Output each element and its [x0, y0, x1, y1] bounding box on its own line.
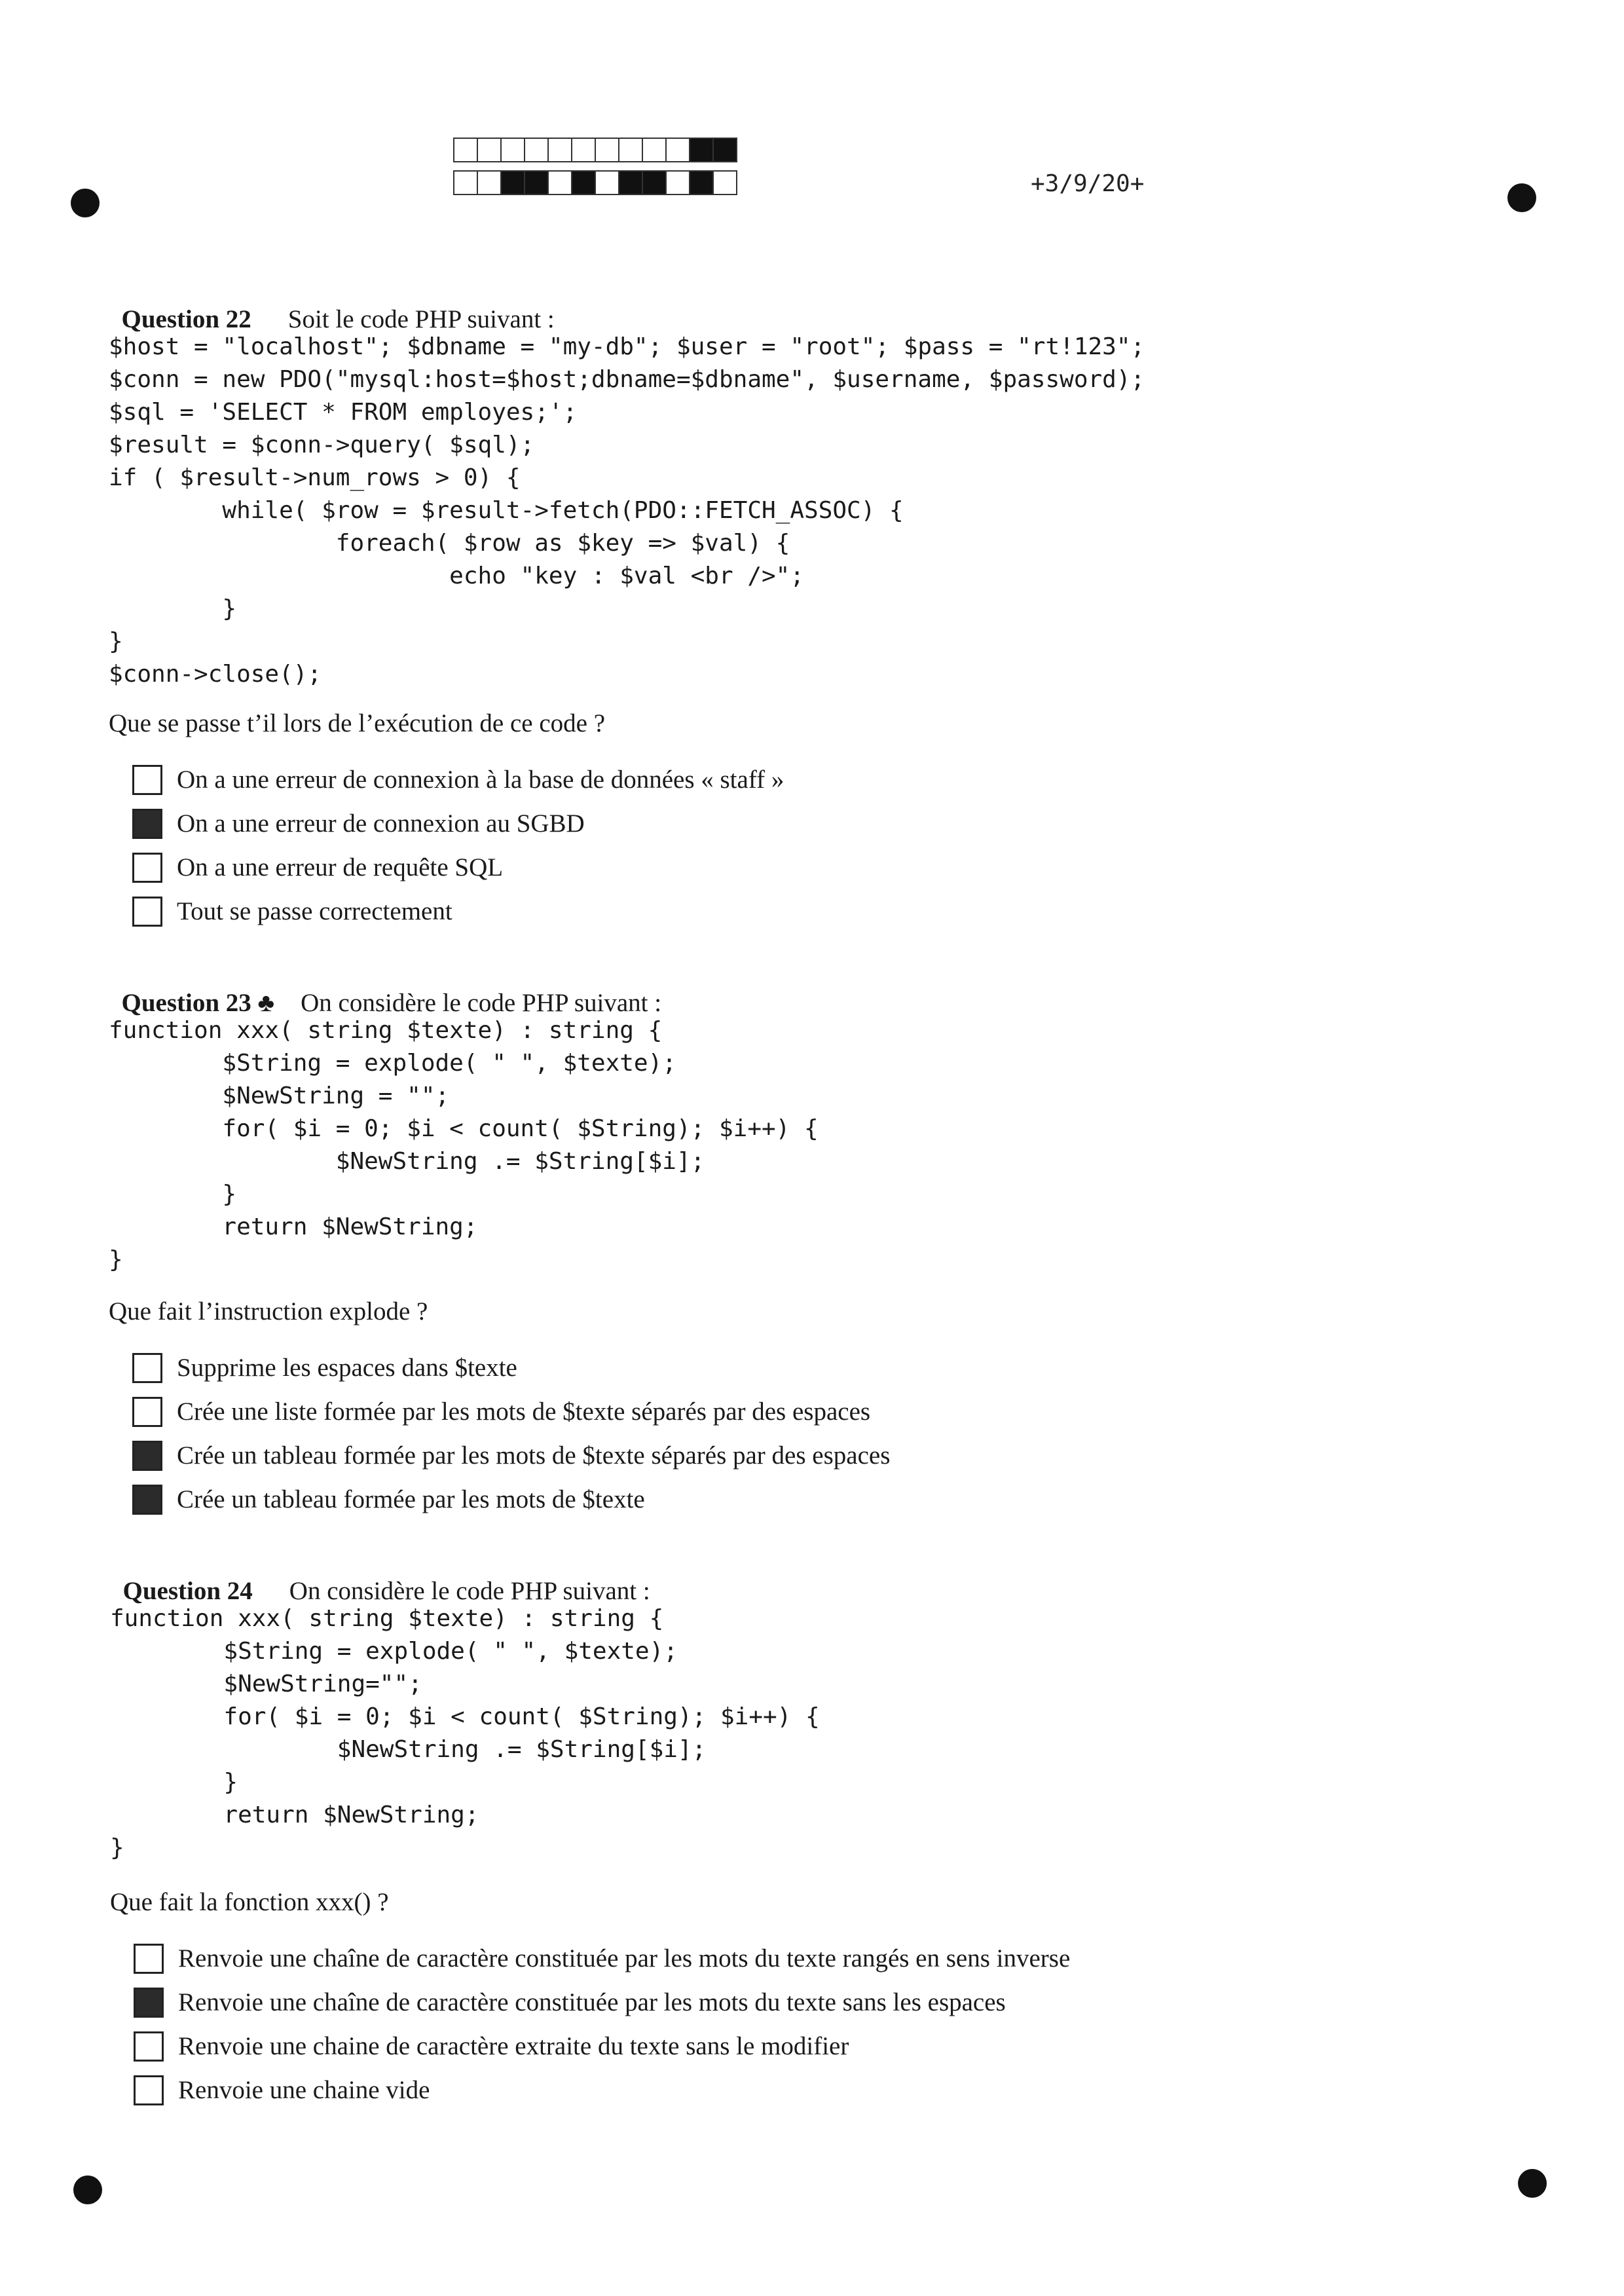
barcode-cell	[595, 138, 619, 162]
answer-label: Crée un tableau formée par les mots de $texte	[177, 1485, 645, 1513]
checkbox[interactable]	[134, 2031, 164, 2062]
answer-option[interactable]	[132, 1390, 890, 1434]
question-number: Question 24	[122, 1577, 253, 1605]
question-24-answers	[134, 1936, 1070, 2112]
club-icon: ♣	[257, 989, 275, 1017]
answer-label: Renvoie une chaine vide	[178, 2076, 430, 2104]
barcode-cell	[712, 170, 737, 195]
answer-label: On a une erreur de connexion au SGBD	[177, 809, 585, 838]
question-22-code: $host = "localhost"; $dbname = "my-db"; $user = "root"; $pass = "rt!123"; $conn = new PDO("mysql:host=$host;dbname=$dbname", $username, $password); $sql = 'SELECT * FROM employes;'; $result = $conn->query( $sql); if ( $result->num_rows > 0) { while( $row = $result->fetch(PDO::FETCH_ASSOC) { foreach( $row as $key => $val) { echo "key : $val <br />"; } } $conn->close();	[109, 333, 1145, 688]
question-24-code: function xxx( string $texte) : string { $String = explode( " ", $texte); $NewString=""; for( $i = 0; $i < count( $String); $i++) { $NewString .= $String[$i]; } return $NewString; }	[110, 1605, 820, 1861]
question-22-answers	[132, 758, 784, 933]
registration-mark-bottom-left	[73, 2176, 102, 2204]
barcode-cell	[595, 170, 619, 195]
answer-option[interactable]	[132, 845, 784, 889]
answer-option[interactable]	[132, 1346, 890, 1390]
barcode-cell	[618, 170, 643, 195]
answer-label: Renvoie une chaîne de caractère constituée par les mots du texte sans les espaces	[178, 1988, 1006, 2016]
answer-option[interactable]	[134, 1980, 1070, 2024]
question-22-prompt: Que se passe t’il lors de l’exécution de ce code ?	[109, 709, 606, 737]
answer-label: Supprime les espaces dans $texte	[177, 1354, 517, 1382]
barcode-cell	[618, 138, 643, 162]
barcode-cell	[500, 170, 525, 195]
question-23-code: function xxx( string $texte) : string { $String = explode( " ", $texte); $NewString = ""; for( $i = 0; $i < count( $String); $i++) { $NewString .= $String[$i]; } return $NewString; }	[109, 1017, 819, 1273]
barcode-cell	[689, 170, 714, 195]
question-24-heading	[110, 1547, 650, 1606]
answer-option[interactable]	[132, 1477, 890, 1521]
answer-option[interactable]	[134, 2068, 1070, 2112]
answer-label: Tout se passe correctement	[177, 897, 452, 925]
checkbox[interactable]	[134, 1944, 164, 1974]
barcode-cell	[689, 138, 714, 162]
barcode-cell	[571, 138, 596, 162]
answer-label: Renvoie une chaine de caractère extraite du texte sans le modifier	[178, 2032, 849, 2060]
checkbox[interactable]	[132, 765, 162, 795]
answer-option[interactable]	[132, 1434, 890, 1477]
barcode-cell	[453, 170, 478, 195]
registration-mark-top-right	[1507, 183, 1536, 212]
barcode-cell	[547, 138, 572, 162]
checkbox[interactable]	[132, 1353, 162, 1383]
answer-label: Crée une liste formée par les mots de $texte séparés par des espaces	[177, 1398, 871, 1426]
answer-option[interactable]	[134, 1936, 1070, 1980]
question-24-prompt: Que fait la fonction xxx() ?	[110, 1888, 389, 1916]
question-intro: Soit le code PHP suivant :	[287, 305, 555, 333]
question-number: Question 22	[121, 305, 251, 333]
checkbox[interactable]	[132, 897, 162, 927]
answer-label: On a une erreur de connexion à la base de données « staff »	[177, 766, 784, 794]
checkbox[interactable]	[132, 1397, 162, 1427]
barcode-row-top	[453, 138, 736, 162]
checkbox-checked[interactable]	[134, 1988, 164, 2018]
barcode-cell	[547, 170, 572, 195]
answer-label: Crée un tableau formée par les mots de $texte séparés par des espaces	[177, 1441, 891, 1470]
question-23-heading	[109, 959, 661, 1018]
question-23-answers	[132, 1346, 890, 1521]
barcode-cell	[571, 170, 596, 195]
checkbox-checked[interactable]	[132, 1441, 162, 1471]
barcode-cell	[642, 170, 667, 195]
answer-option[interactable]	[132, 758, 784, 802]
barcode-cell	[665, 170, 690, 195]
barcode-cell	[712, 138, 737, 162]
barcode-cell	[524, 138, 549, 162]
barcode-cell	[665, 138, 690, 162]
answer-option[interactable]	[132, 802, 784, 845]
barcode-cell	[524, 170, 549, 195]
answer-option[interactable]	[132, 889, 784, 933]
barcode-cell	[477, 170, 502, 195]
registration-mark-top-left	[71, 189, 100, 217]
barcode-cell	[500, 138, 525, 162]
checkbox-checked[interactable]	[132, 809, 162, 839]
registration-mark-bottom-right	[1518, 2169, 1547, 2198]
answer-option[interactable]	[134, 2024, 1070, 2068]
checkbox[interactable]	[134, 2075, 164, 2105]
barcode-cell	[642, 138, 667, 162]
answer-label: On a une erreur de requête SQL	[177, 853, 504, 881]
answer-label: Renvoie une chaîne de caractère constituée par les mots du texte rangés en sens inverse	[178, 1944, 1071, 1972]
page-id: +3/9/20+	[1031, 170, 1145, 197]
question-number: Question 23	[121, 989, 251, 1017]
question-23-prompt: Que fait l’instruction explode ?	[109, 1297, 428, 1325]
checkbox-checked[interactable]	[132, 1485, 162, 1515]
question-intro: On considère le code PHP suivant :	[289, 1577, 650, 1605]
barcode-cell	[453, 138, 478, 162]
question-intro: On considère le code PHP suivant :	[301, 989, 662, 1017]
checkbox[interactable]	[132, 853, 162, 883]
barcode-row-bottom	[453, 170, 736, 195]
barcode-cell	[477, 138, 502, 162]
question-22-heading	[109, 275, 555, 334]
